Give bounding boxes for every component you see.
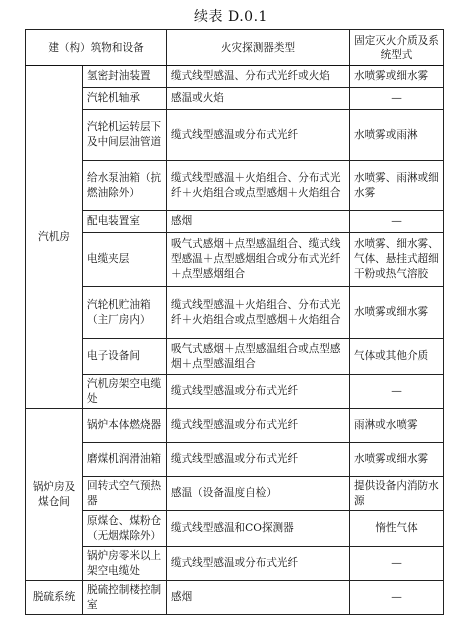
table-cell-detector: 缆式线型感温或分布式光纤 [167, 375, 350, 409]
table-cell-device: 给水泵油箱（抗燃油除外） [83, 161, 167, 211]
table-caption: 续表 D.0.1 [194, 9, 268, 25]
table-cell-device: 汽轮机轴承 [83, 88, 167, 110]
table-cell-detector: 缆式线型感温或分布式光纤 [167, 547, 350, 581]
table-cell-extinguish: 水喷雾或细水雾 [350, 66, 444, 88]
table-cell-extinguish: 气体或其他介质 [350, 339, 444, 375]
table-cell-device: 磨煤机润滑油箱 [83, 443, 167, 477]
table-cell-extinguish: 惰性气体 [350, 511, 444, 547]
table-cell-detector: 缆式线型感温或分布式光纤 [167, 409, 350, 443]
table-cell-device: 配电装置室 [83, 211, 167, 233]
table-cell-detector: 感烟 [167, 211, 350, 233]
table-cell-extinguish: 水喷雾、细水雾、气体、悬挂式超细干粉或热气溶胶 [350, 233, 444, 287]
table-cell-device: 氢密封油装置 [83, 66, 167, 88]
table-cell-detector: 吸气式感烟＋点型感温组合或点型感烟＋点型感温组合 [167, 339, 350, 375]
table-cell-detector: 感烟 [167, 581, 350, 615]
table-cell-extinguish: 水喷雾或细水雾 [350, 443, 444, 477]
table-cell-detector: 缆式线型感温或分布式光纤 [167, 443, 350, 477]
table-cell-detector: 缆式线型感温＋火焰组合、分布式光纤＋火焰组合或点型感烟＋火焰组合 [167, 287, 350, 339]
header-extinguishing: 固定灭火介质及系统型式 [350, 30, 444, 66]
table-cell-detector: 缆式线型感温＋火焰组合、分布式光纤＋火焰组合或点型感烟＋火焰组合 [167, 161, 350, 211]
table-cell-detector: 缆式线型感温、分布式光纤或火焰 [167, 66, 350, 88]
table-cell-extinguish: 水喷雾或雨淋 [350, 110, 444, 161]
table-cell-device: 回转式空气预热器 [83, 477, 167, 511]
group-boiler-room: 锅炉房及煤仓间 [26, 409, 83, 581]
table-cell-device: 汽机房架空电缆处 [83, 375, 167, 409]
header-detector-type: 火灾探测器类型 [167, 30, 350, 66]
table-cell-extinguish: 水喷雾、雨淋或细水雾 [350, 161, 444, 211]
table-cell-extinguish: — [350, 547, 444, 581]
header-building: 建（构）筑物和设备 [26, 30, 167, 66]
table-cell-device: 原煤仓、煤粉仓（无烟煤除外） [83, 511, 167, 547]
table-cell-detector: 感温或火焰 [167, 88, 350, 110]
table-cell-detector: 缆式线型感温或分布式光纤 [167, 110, 350, 161]
table-cell-extinguish: — [350, 581, 444, 615]
table-cell-extinguish: 雨淋或水喷雾 [350, 409, 444, 443]
table-cell-detector: 吸气式感烟＋点型感温组合、缆式线型感温＋点型感烟组合或分布式光纤＋点型感烟组合 [167, 233, 350, 287]
group-turbine-hall: 汽机房 [26, 66, 83, 409]
table-cell-device: 电缆夹层 [83, 233, 167, 287]
table-cell-extinguish: 提供设备内消防水源 [350, 477, 444, 511]
table-cell-extinguish: — [350, 211, 444, 233]
fire-detector-table [25, 29, 444, 615]
table-cell-device: 锅炉本体燃烧器 [83, 409, 167, 443]
group-desulfurization: 脱硫系统 [26, 581, 83, 615]
table-cell-extinguish: 水喷雾或细水雾 [350, 287, 444, 339]
table-cell-detector: 缆式线型感温和CO探测器 [167, 511, 350, 547]
table-cell-device: 电子设备间 [83, 339, 167, 375]
table-cell-device: 汽轮机贮油箱（主厂房内） [83, 287, 167, 339]
table-cell-extinguish: — [350, 88, 444, 110]
table-cell-device: 锅炉房零米以上架空电缆处 [83, 547, 167, 581]
table-cell-device: 脱硫控制楼控制室 [83, 581, 167, 615]
table-cell-detector: 感温（设备温度自检） [167, 477, 350, 511]
table-cell-device: 汽轮机运转层下及中间层油管道 [83, 110, 167, 161]
table-cell-extinguish: — [350, 375, 444, 409]
